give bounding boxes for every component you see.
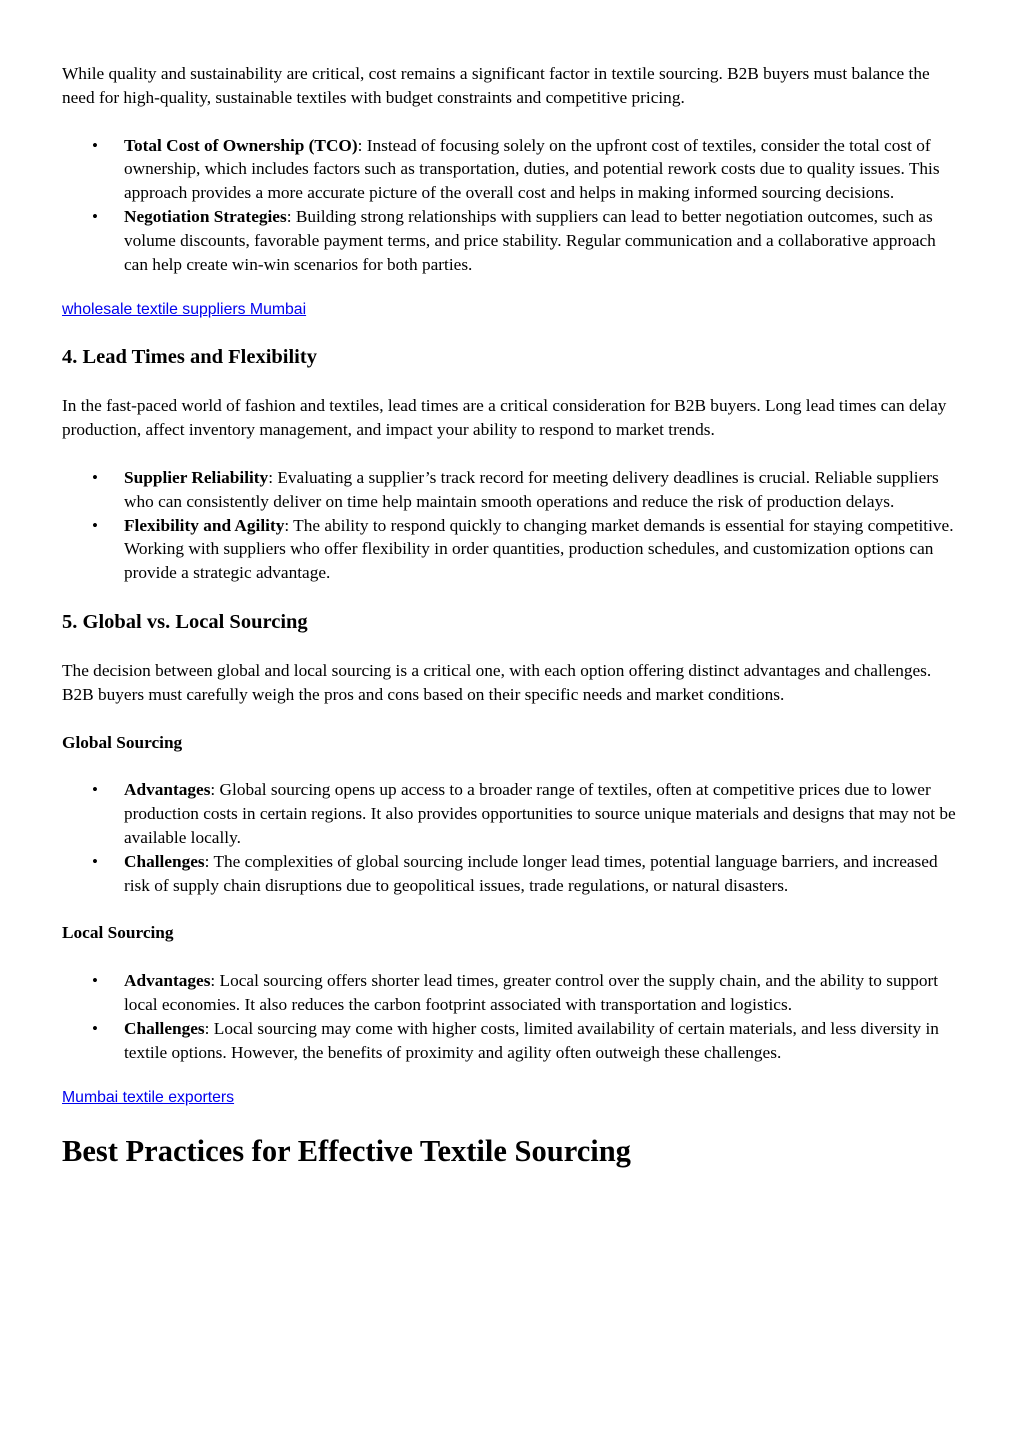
list-item-term: Supplier Reliability [124,467,269,487]
list-item-text: : Building strong relationships with suppliers can lead to better negotiation outcomes, such as volume discounts, favorable payment terms, and price stability. Regular communication and a collaborative approach can help create win-win scenarios for both parties. [124,206,936,274]
list-item-text: : The ability to respond quickly to changing market demands is essential for staying competitive. Working with suppliers who offer flexibility in order quantities, production schedules, and customization options can provide a strategic advantage. [124,515,954,583]
bullet-icon: • [92,851,98,871]
bullet-icon: • [92,467,98,487]
list-item-text: : The complexities of global sourcing include longer lead times, potential language barriers, and increased risk of supply chain disruptions due to geopolitical issues, trade regulations, or natural disasters. [124,851,938,895]
list-item-term: Advantages [124,971,211,991]
list-item-term: Negotiation Strategies [124,206,287,226]
list-item-reliability [92,466,962,514]
list-item-global-advantages [92,778,962,849]
bullet-icon: • [92,780,98,800]
mumbai-exporters-link[interactable]: Mumbai textile exporters [62,1089,235,1107]
local-sourcing-list [62,969,962,1064]
bullet-icon: • [92,206,98,226]
document-page [62,62,962,1170]
cost-list [62,134,962,277]
list-item-term: Flexibility and Agility [124,515,285,535]
list-item-text: : Instead of focusing solely on the upfront cost of textiles, consider the total cost of ownership, which includes factors such as transportation, duties, and potential rework costs due to quality issues. This approach provides a more accurate picture of the overall cost and helps in making informed sourcing decisions. [124,135,940,203]
list-item-global-challenges [92,850,962,898]
lead-times-list [62,466,962,585]
list-item-term: Advantages [124,780,211,800]
local-sourcing-heading: Local Sourcing [62,923,174,943]
list-item-text: : Local sourcing may come with higher costs, limited availability of certain materials, and less diversity in textile options. However, the benefits of proximity and agility often outweigh these challenges. [124,1018,939,1062]
wholesale-suppliers-link[interactable]: wholesale textile suppliers Mumbai [62,301,307,319]
list-item-text: : Global sourcing opens up access to a broader range of textiles, often at competitive prices due to lower production costs in certain regions. It also provides opportunities to source unique materials and designs that may not be available locally. [124,780,956,847]
list-item-term: Challenges [124,1018,205,1038]
list-item-flexibility [92,514,962,585]
global-sourcing-list [62,778,962,897]
section-4-paragraph: In the fast-paced world of fashion and textiles, lead times are a critical consideration for B2B buyers. Long lead times can delay production, affect inventory management, and impact your ability to respond to market trends. [62,396,947,440]
intro-paragraph: While quality and sustainability are critical, cost remains a significant factor in textile sourcing. B2B buyers must balance the need for high-quality, sustainable textiles with budget constraints and competitive pricing. [62,64,930,107]
section-5-heading: 5. Global vs. Local Sourcing [62,610,308,633]
list-item-tco [92,134,962,205]
list-item-term: Challenges [124,851,205,871]
list-item-local-challenges [92,1017,962,1065]
section-4-heading: 4. Lead Times and Flexibility [62,346,317,369]
list-item-text: : Evaluating a supplier’s track record for meeting delivery deadlines is crucial. Reliable suppliers who can consistently deliver on time help maintain smooth operations and reduce the risk of production delays. [124,467,939,511]
global-sourcing-heading: Global Sourcing [62,732,183,752]
section-5-paragraph: The decision between global and local sourcing is a critical one, with each option offering distinct advantages and challenges. B2B buyers must carefully weigh the pros and cons based on their specific needs and market conditions. [62,660,932,704]
bullet-icon: • [92,971,98,991]
list-item-negotiation [92,205,962,276]
list-item-term: Total Cost of Ownership (TCO) [124,135,358,155]
bullet-icon: • [92,135,98,155]
list-item-local-advantages [92,969,962,1017]
bullet-icon: • [92,1018,98,1038]
list-item-text: : Local sourcing offers shorter lead times, greater control over the supply chain, and the ability to support local economies. It also reduces the carbon footprint associated with transportation and logistics. [124,971,939,1014]
bullet-icon: • [92,515,98,535]
best-practices-heading: Best Practices for Effective Textile Sourcing [62,1134,631,1169]
